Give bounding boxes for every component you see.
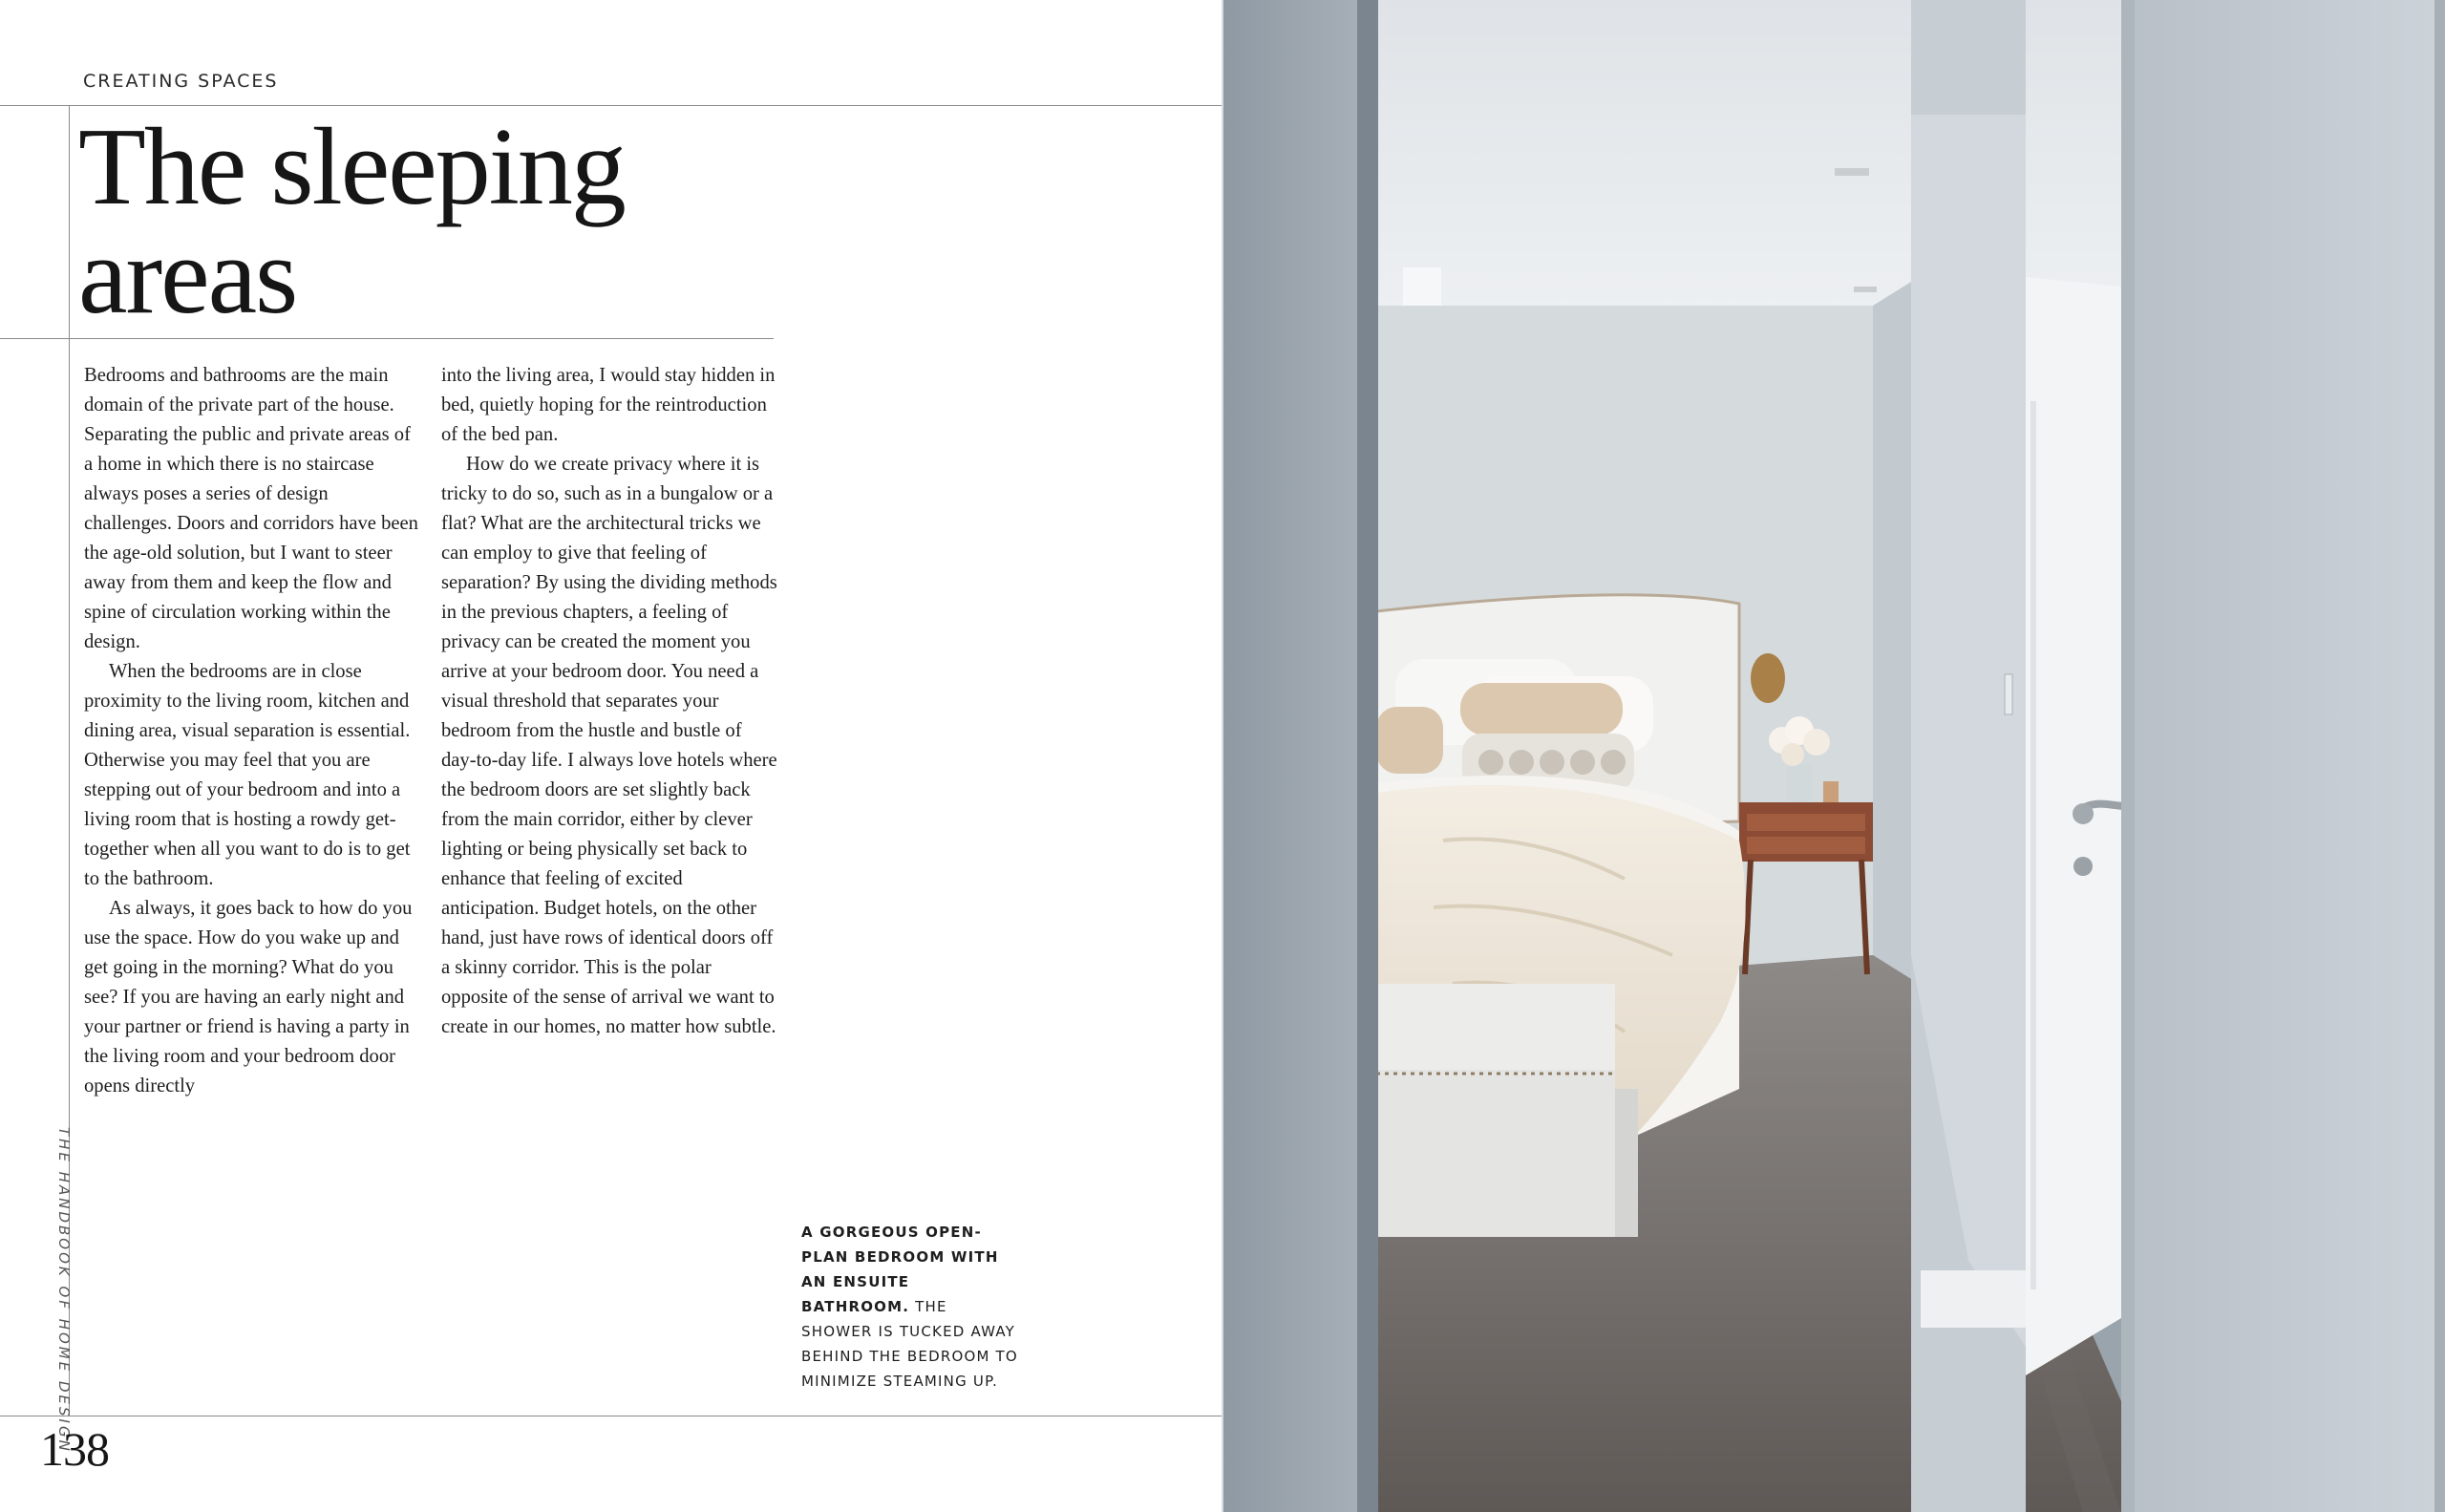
paragraph: How do we create privacy where it is tricky to do so, such as in a bungalow or a flat? What are the architectural tricks we can employ to give that feeling of separation? By using the dividing methods in the previous chapters, a feeling of privacy can be created the moment you arrive at your bedroom door. You need a visual threshold that separates your bedroom from the hustle and bustle of day-to-day life. I always love hotels where the bedroom doors are set slightly back from the main corridor, either by clever lighting or being physically set back to enhance that feeling of excited anticipation. Budget hotels, on the other hand, just have rows of identical doors off a skinny corridor. This is the polar opposite of the sense of arrival we want to create in our homes, no matter how subtle. [441,454,777,1037]
page-title-line-1: The sleeping [78,106,625,228]
wall-lamp [1751,653,1785,703]
body-column-1 [84,361,420,1101]
section-label: CREATING SPACES [83,71,279,92]
ceiling-vent [1835,168,1869,176]
body-column-2 [441,361,777,1042]
ceiling-vent [1854,287,1877,292]
doorway-frame-right [2121,0,2445,1512]
doorway-frame-left [1223,0,1376,1512]
vase [1787,764,1812,802]
photo-caption [801,1220,1021,1394]
page-title-line-2: areas [78,215,297,337]
bench [1376,984,1615,1079]
paragraph: When the bedrooms are in close proximity to the living room, kitchen and dining area, visual separation is essential. Otherwise you may feel that you are stepping out of your bedroom and into a living room that is hosting a rowdy get-together when all you want to do is to get to the bathroom. [84,661,411,889]
fur-cushion [1460,683,1623,735]
light-switch [2005,674,2012,714]
skylight [1403,267,1441,306]
page-title [78,106,747,337]
bedroom-photo [1223,0,2445,1512]
caption-lead: A GORGEOUS OPEN-PLAN BEDROOM WITH AN ENSUITE BATHROOM. [801,1224,999,1315]
paragraph: into the living area, I would stay hidden in bed, quietly hoping for the reintroduction of the bed pan. [441,365,776,445]
door-lock [2073,857,2093,876]
skirting [1921,1270,2026,1328]
title-rule [0,338,774,339]
page-number: 138 [40,1422,109,1476]
running-footer: THE HANDBOOK OF HOME DESIGN [55,1127,73,1454]
paragraph: As always, it goes back to how do you use the space. How do you wake up and get going in the morning? What do you see? If you are having an early night and your partner or friend is having a party in the living room and your bedroom door opens directly [84,898,413,1097]
left-page [0,0,1222,1512]
paragraph: Bedrooms and bathrooms are the main domain of the private part of the house. Separating the public and private areas of a home in which there is no staircase always poses a series of design challenges. Doors and corridors have been the age-old solution, but I want to steer away from them and keep the flow and spine of circulation working within the design. [84,365,418,652]
open-door [2026,277,2121,1375]
bench-front [1376,1070,1615,1237]
caption-text: THE SHOWER IS TUCKED AWAY BEHIND THE BEDROOM TO MINIMIZE STEAMING UP. [801,1298,1018,1390]
